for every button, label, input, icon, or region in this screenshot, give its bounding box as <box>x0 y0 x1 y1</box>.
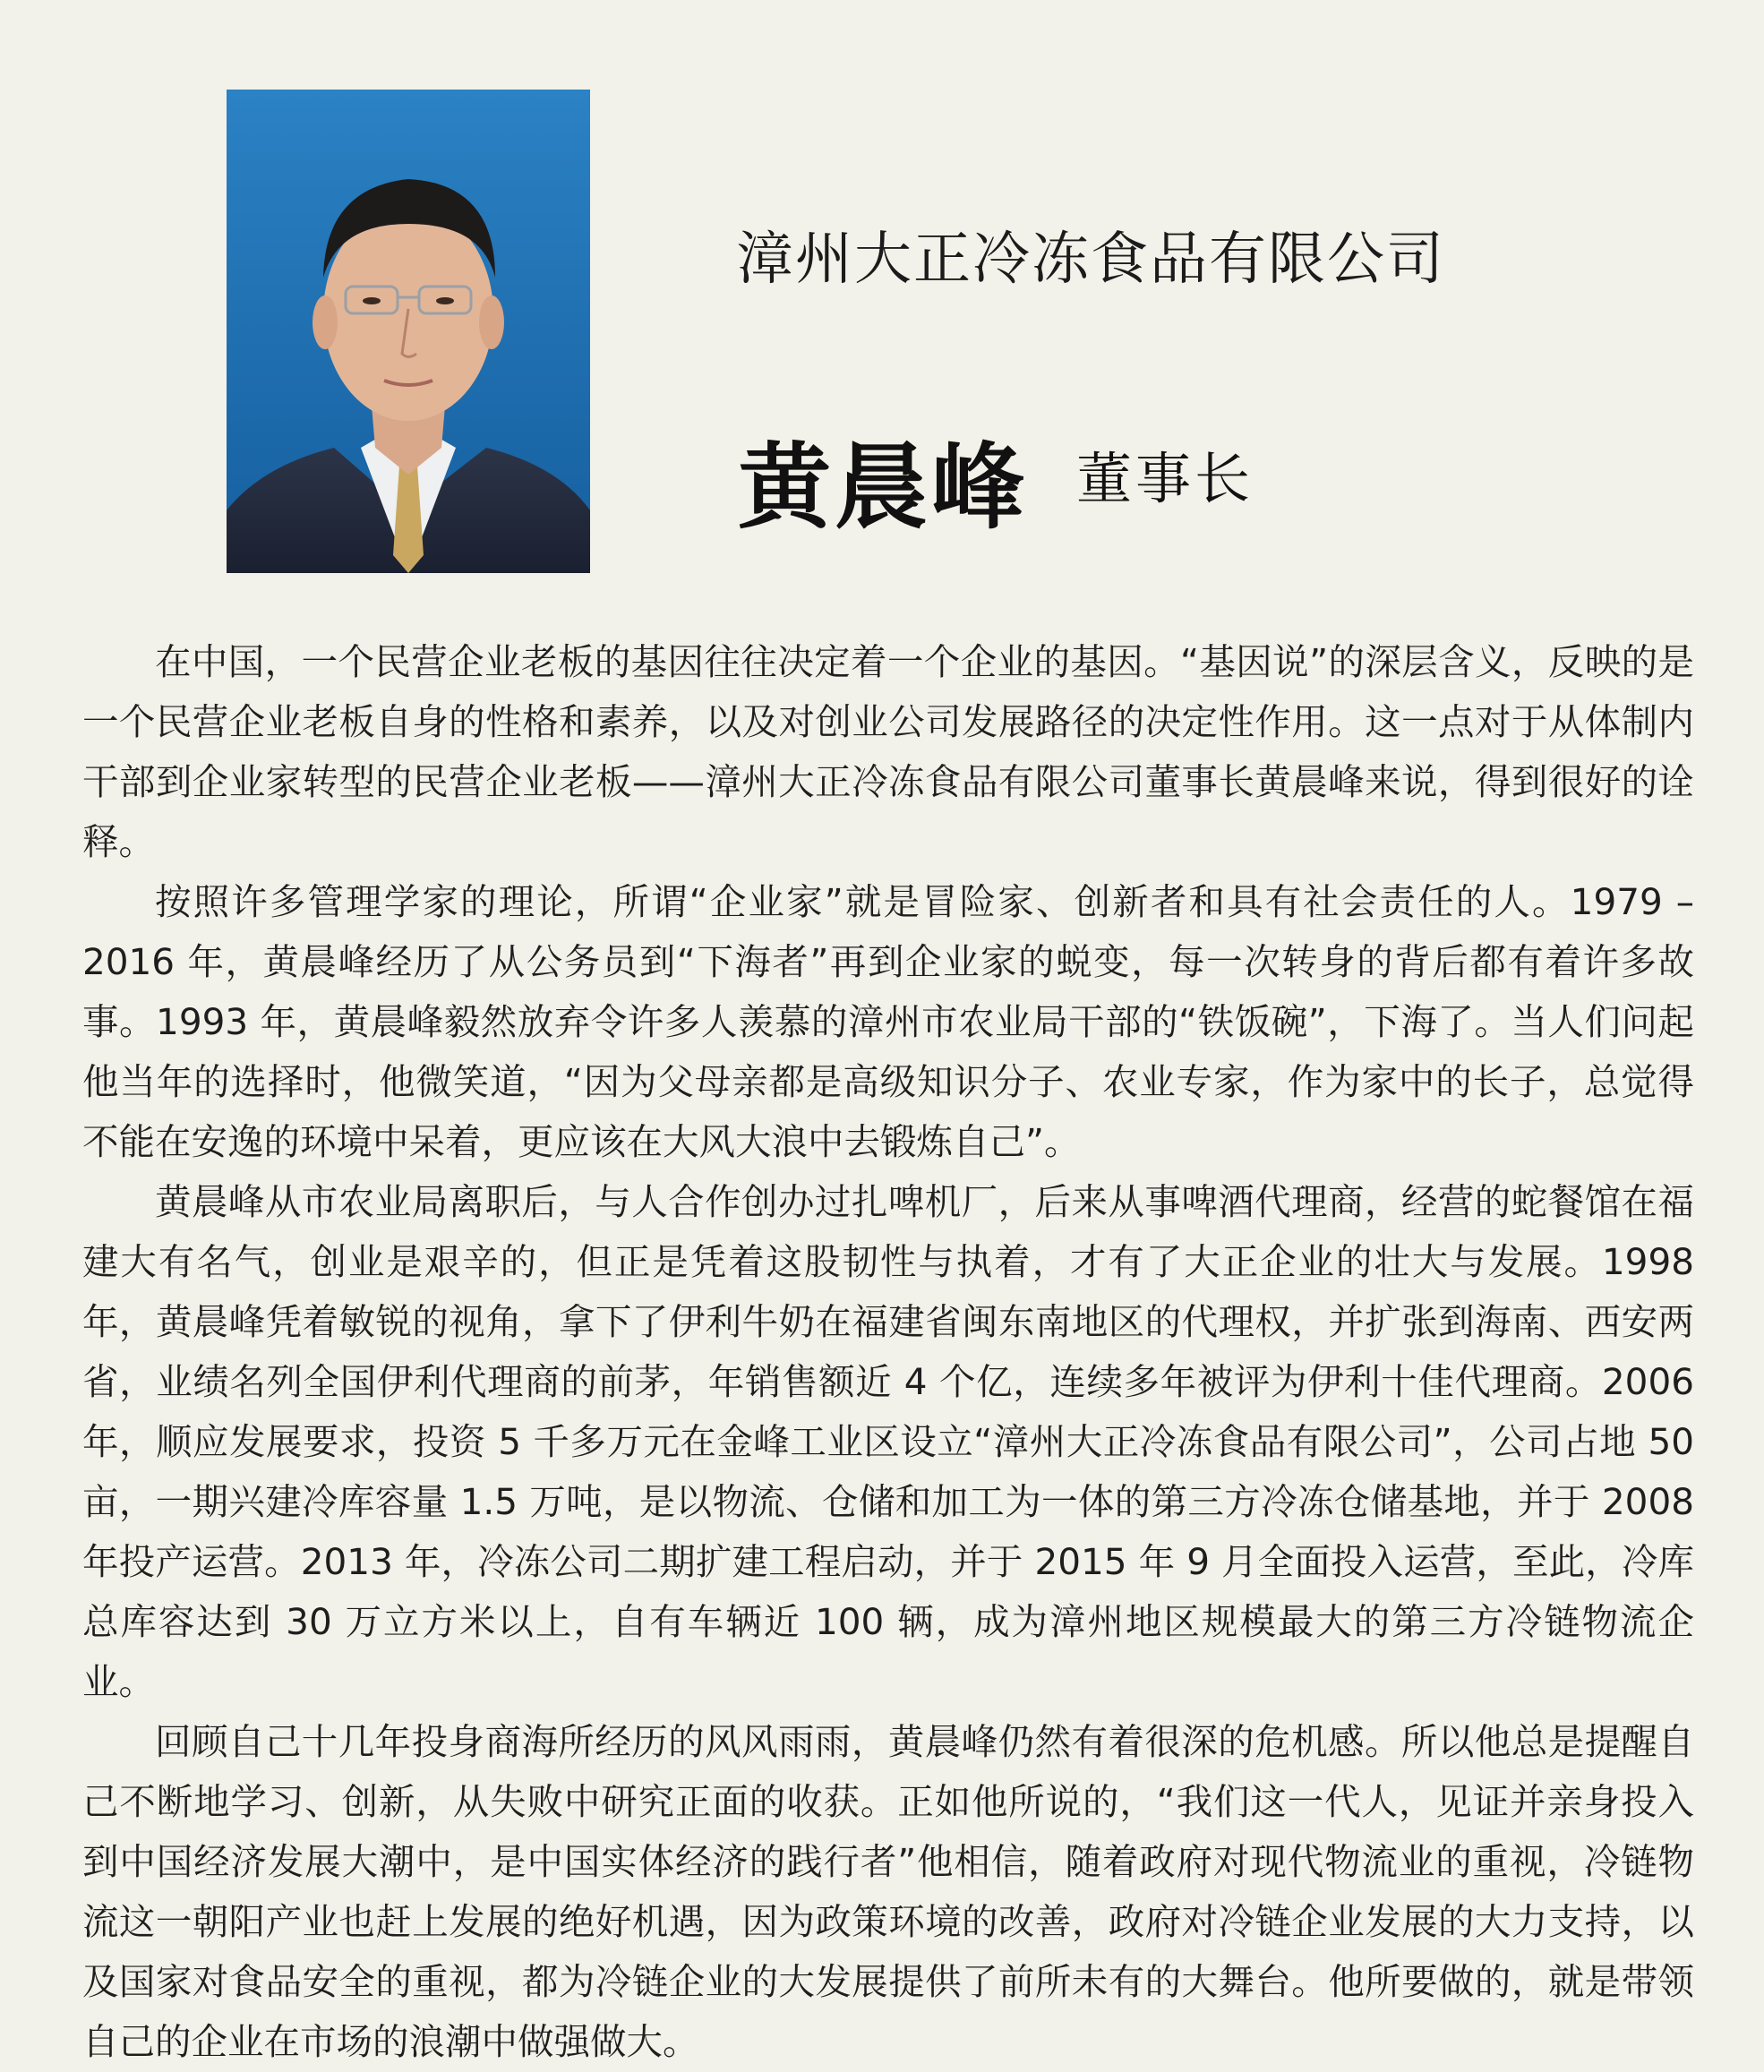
paragraph: 黄晨峰从市农业局离职后，与人合作创办过扎啤机厂，后来从事啤酒代理商，经营的蛇餐馆在福建大有名气，创业是艰辛的，但正是凭着这股韧性与执着，才有了大正企业的壮大与发展。1998 年，黄晨峰凭着敏锐的视角，拿下了伊利牛奶在福建省闽东南地区的代理权，并扩张到海南、西安两省，业绩名列全国伊利代理商的前茅，年销售额近 4 个亿，连续多年被评为伊利十佳代理商。2006 年，顺应发展要求，投资 5 千多万元在金峰工业区设立“漳州大正冷冻食品有限公司”，公司占地 50 亩，一期兴建冷库容量 1.5 万吨，是以物流、仓储和加工为一体的第三方冷冻仓储基地，并于 2008 年投产运营。2013 年，冷冻公司二期扩建工程启动，并于 2015 年 9 月全面投入运营，至此，冷库总库容达到 30 万立方米以上，自有车辆近 100 辆，成为漳州地区规模最大的第三方冷链物流企业。 <box>82 1180 1694 1703</box>
person-name: 黄晨峰 <box>738 432 1029 542</box>
portrait-photo <box>227 90 590 573</box>
paragraph: 按照许多管理学家的理论，所谓“企业家”就是冒险家、创新者和具有社会责任的人。1979 – 2016 年，黄晨峰经历了从公务员到“下海者”再到企业家的蜕变，每一次转身的背后都有着许多故事。1993 年，黄晨峰毅然放弃令许多人羡慕的漳州市农业局干部的“铁饭碗”，下海了。当人们问起他当年的选择时，他微笑道，“因为父母亲都是高级知识分子、农业专家，作为家中的长子，总觉得不能在安逸的环境中呆着，更应该在大风大浪中去锻炼自己”。 <box>82 880 1694 1163</box>
paragraph: 在中国，一个民营企业老板的基因往往决定着一个企业的基因。“基因说”的深层含义，反映的是一个民营企业老板自身的性格和素养，以及对创业公司发展路径的决定性作用。这一点对于从体制内干部到企业家转型的民营企业老板——漳州大正冷冻食品有限公司董事长黄晨峰来说，得到很好的诠释。 <box>82 640 1694 863</box>
person-title: 董事长 <box>1076 446 1254 511</box>
company-name: 漳州大正冷冻食品有限公司 <box>736 227 1445 293</box>
portrait-icon <box>227 90 590 573</box>
article-body <box>82 632 1694 2072</box>
paragraph: 回顾自己十几年投身商海所经历的风风雨雨，黄晨峰仍然有着很深的危机感。所以他总是提醒自己不断地学习、创新，从失败中研究正面的收获。正如他所说的，“我们这一代人，见证并亲身投入到中国经济发展大潮中，是中国实体经济的践行者”他相信，随着政府对现代物流业的重视，冷链物流这一朝阳产业也赶上发展的绝好机遇，因为政策环境的改善，政府对冷链企业发展的大力支持，以及国家对食品安全的重视，都为冷链企业的大发展提供了前所未有的大舞台。他所要做的，就是带领自己的企业在市场的浪潮中做强做大。 <box>82 1720 1694 2063</box>
